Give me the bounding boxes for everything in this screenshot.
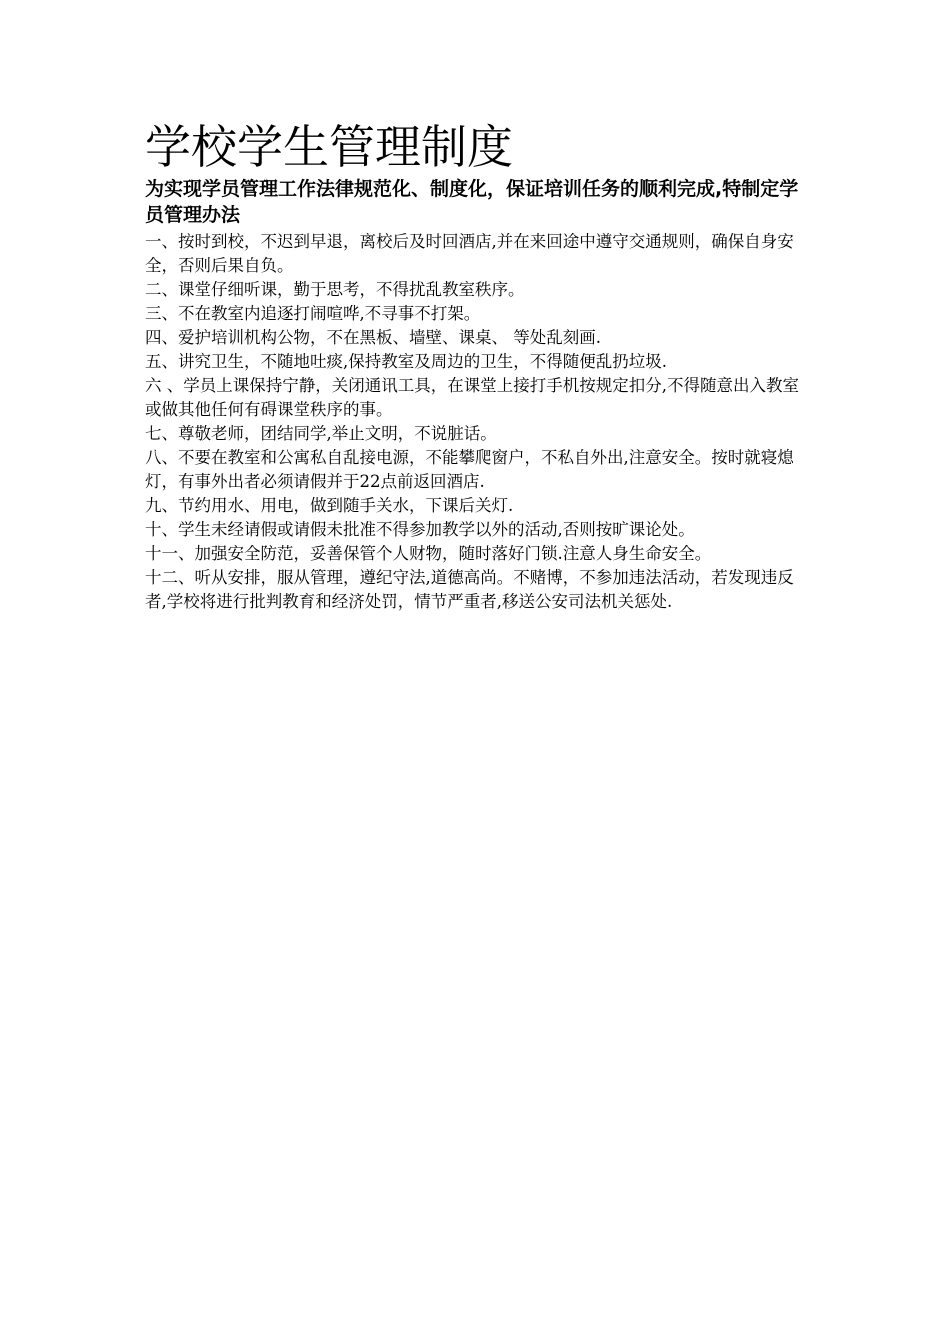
rule-item-3: 三、不在教室内追逐打闹喧哗,不寻事不打架。 <box>145 304 481 323</box>
rule-item-7: 七、尊敬老师，团结同学,举止文明，不说脏话。 <box>145 424 497 443</box>
rule-item-8: 八、不要在教室和公寓私自乱接电源，不能攀爬窗户，不私自外出,注意安全。按时就寝熄灯，有事外出者必须请假并于22点前返回酒店. <box>145 448 794 491</box>
document-intro: 为实现学员管理工作法律规范化、制度化，保证培训任务的顺利完成,特制定学员管理办法 <box>145 178 799 226</box>
rule-item-6: 六 、学员上课保持宁静，关闭通讯工具，在课堂上接打手机按规定扣分,不得随意出入教室或做其他任何有碍课堂秩序的事。 <box>145 376 799 419</box>
document-title: 学校学生管理制度 <box>145 120 513 174</box>
document-page <box>145 118 805 614</box>
rule-item-11: 十一、加强安全防范，妥善保管个人财物，随时落好门锁.注意人身生命安全。 <box>145 544 712 563</box>
rule-item-4: 四、爱护培训机构公物，不在黑板、墙壁、课桌、 等处乱刻画. <box>145 328 601 347</box>
rule-item-5: 五、讲究卫生，不随地吐痰,保持教室及周边的卫生，不得随便乱扔垃圾. <box>145 352 667 371</box>
rule-item-12: 十二、听从安排，服从管理，遵纪守法,道德高尚。不赌博，不参加违法活动，若发现违反者,学校将进行批判教育和经济处罚，情节严重者,移送公安司法机关惩处. <box>145 568 794 611</box>
rule-item-2: 二、课堂仔细听课，勤于思考，不得扰乱教室秩序。 <box>145 280 525 299</box>
rule-item-9: 九、节约用水、用电，做到随手关水，下课后关灯. <box>145 496 514 515</box>
rule-item-1: 一、按时到校，不迟到早退，离校后及时回酒店,并在来回途中遵守交通规则，确保自身安全，否则后果自负。 <box>145 232 794 275</box>
rule-item-10: 十、学生未经请假或请假未批准不得参加教学以外的活动,否则按旷课论处。 <box>145 520 695 539</box>
